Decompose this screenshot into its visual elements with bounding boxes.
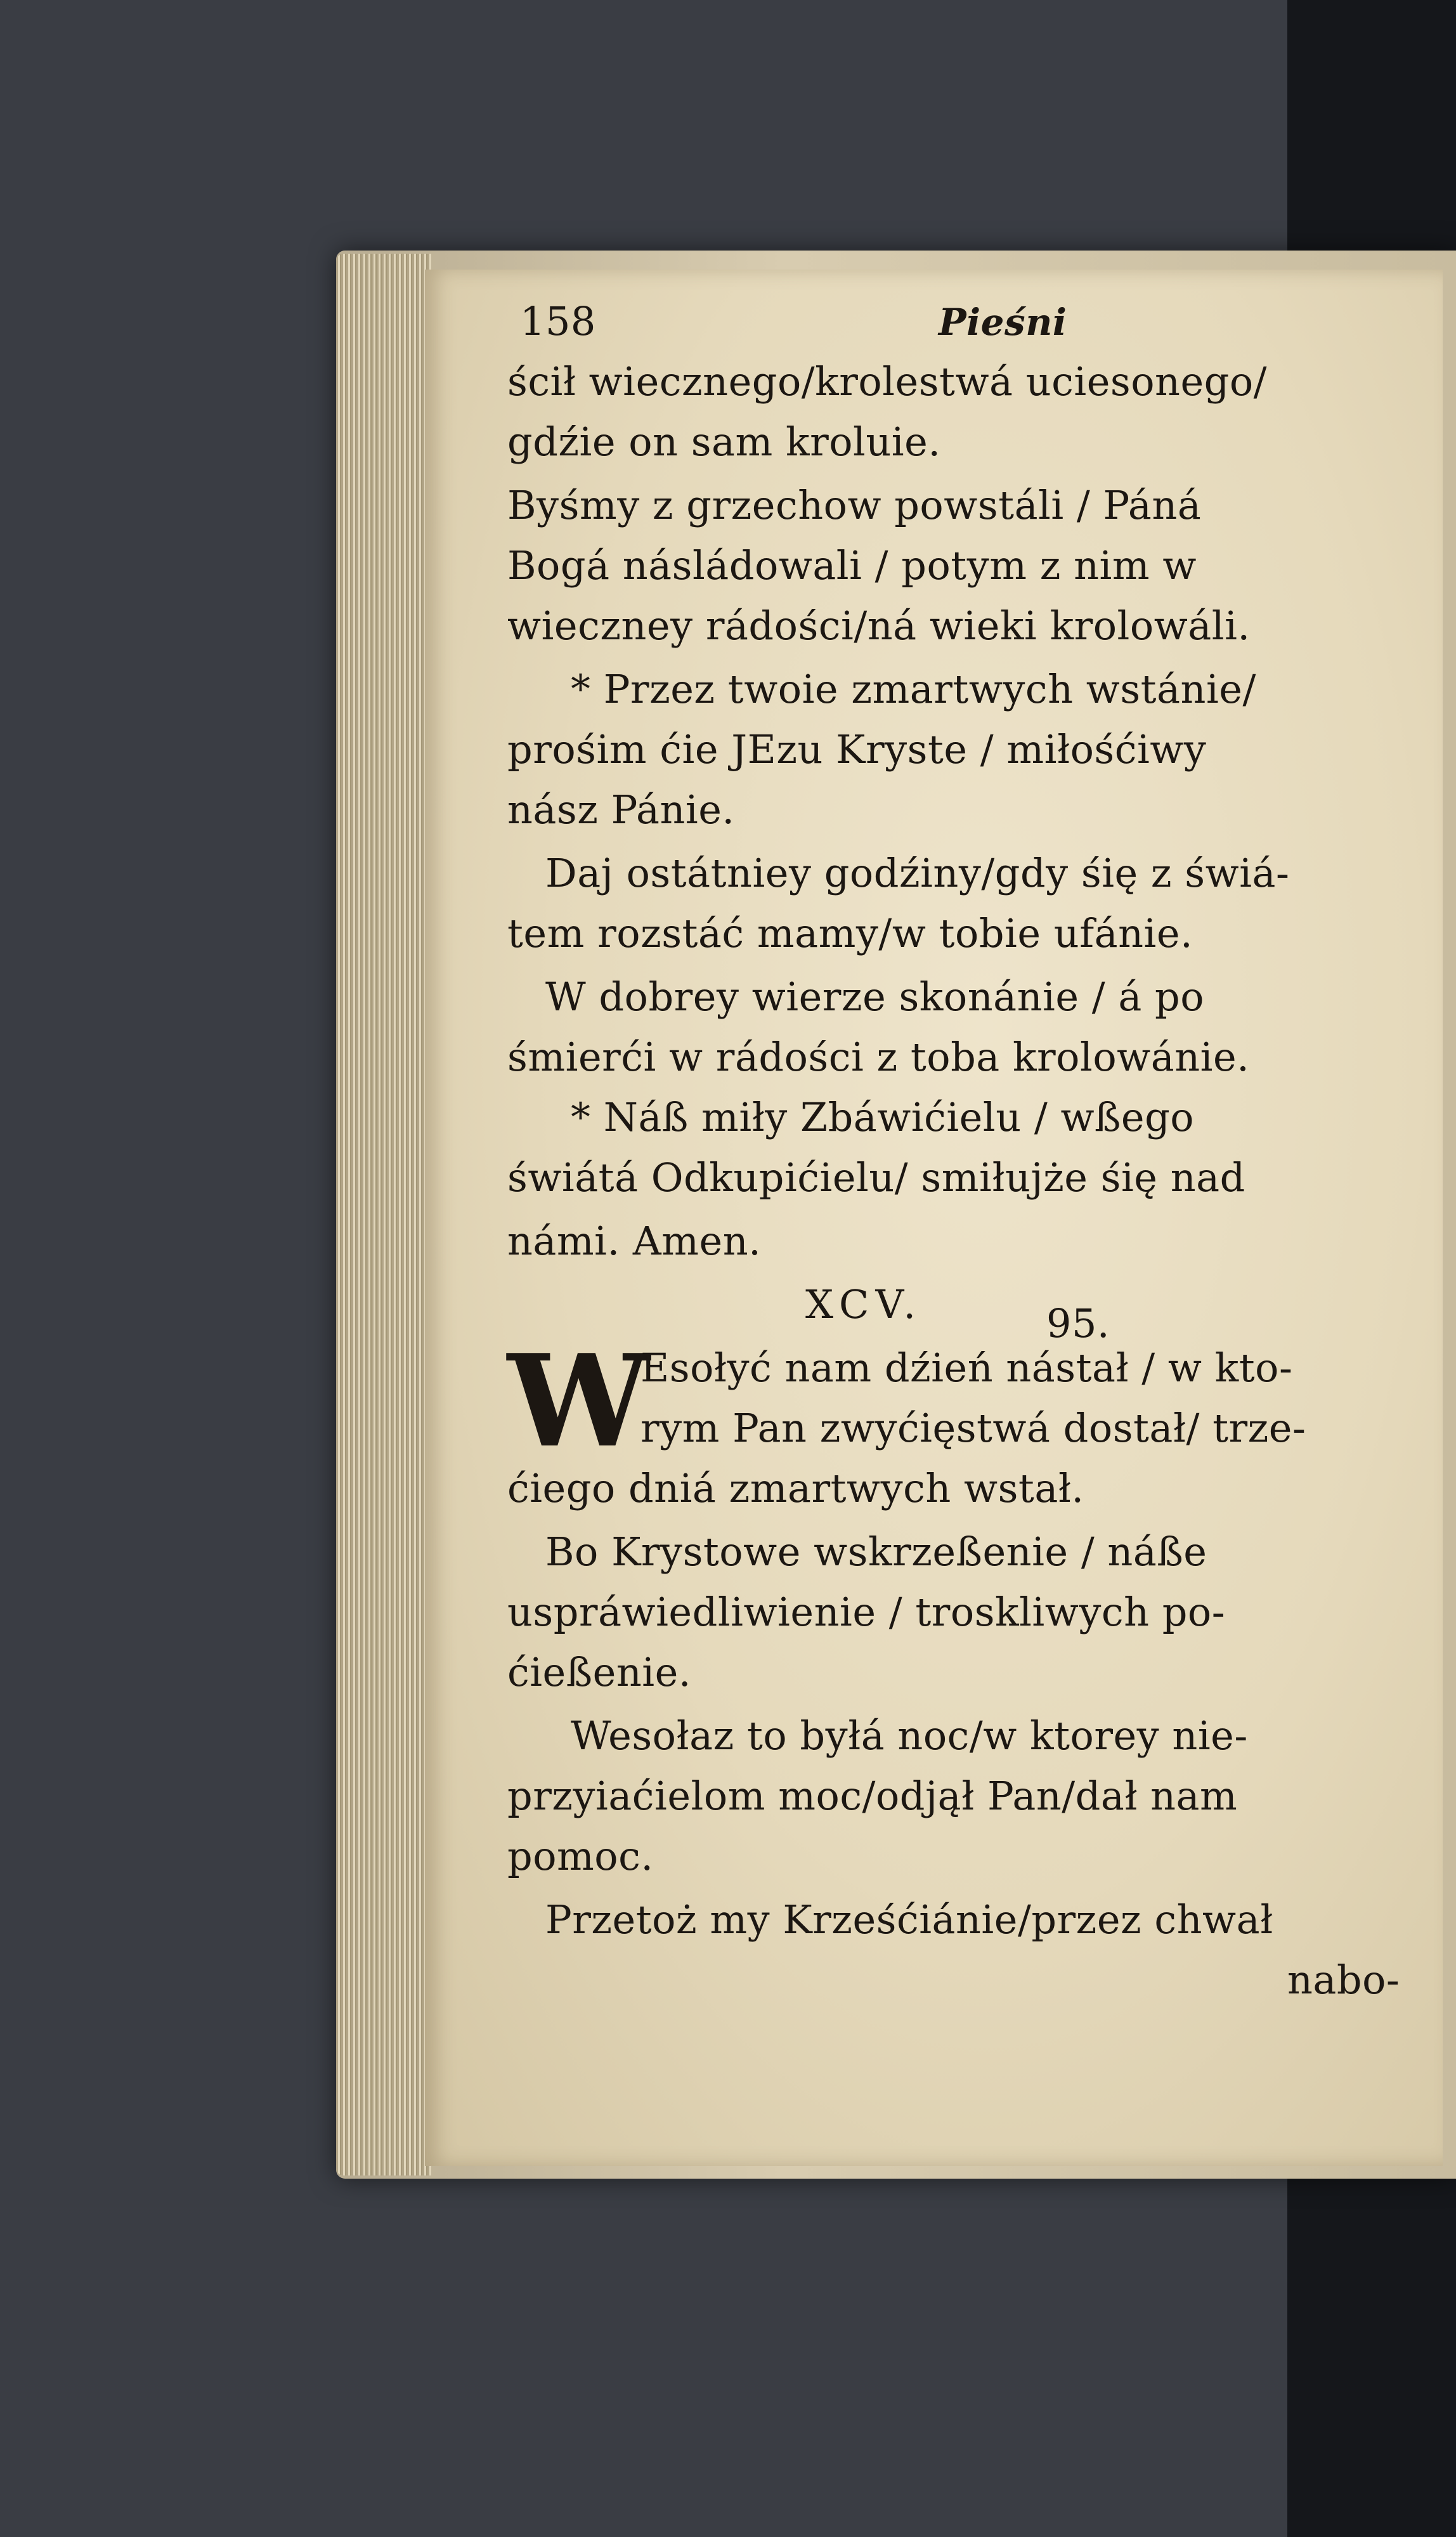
text-line: pomoc.	[507, 1833, 654, 1879]
text-line: świátá Odkupićielu/ smiłujże śię nad	[507, 1154, 1245, 1201]
text-line: Daj ostátniey godźiny/gdy śię z świá-	[545, 850, 1290, 896]
text-line: Przetoż my Krześćiánie/przez chwał	[545, 1896, 1273, 1943]
text-line: * Przez twoie zmartwych wstánie/	[571, 666, 1256, 712]
text-line: W dobrey wierze skonánie / á po	[545, 974, 1205, 1020]
text-line: Bo Krystowe wskrzeßenie / náße	[545, 1529, 1207, 1575]
text-line: gdźie on sam kroluie.	[507, 419, 941, 465]
text-line: tem rozstáć mamy/w tobie ufánie.	[507, 910, 1193, 956]
text-line: Esołyć nam dźień nástał / w kto-	[640, 1345, 1293, 1391]
text-line: Wesołaz to byłá noc/w ktorey nie-	[571, 1712, 1248, 1759]
text-line: wieczney rádości/ná wieki krolowáli.	[507, 603, 1251, 649]
decorated-initial: W	[507, 1327, 650, 1476]
text-block	[507, 298, 1420, 2093]
text-line: śmierći w rádości z toba krolowánie.	[507, 1034, 1250, 1080]
running-title: Pieśni	[939, 301, 1067, 344]
text-line: uspráwiedliwienie / troskliwych po-	[507, 1589, 1226, 1635]
text-line: przyiaćielom moc/odjął Pan/dał nam	[507, 1773, 1238, 1819]
catchword: nabo-	[1287, 1957, 1400, 2003]
text-line: Bogá násládowali / potym z nim w	[507, 542, 1197, 589]
page-edges	[336, 254, 431, 2175]
text-line: Byśmy z grzechow powstáli / Páná	[507, 482, 1202, 528]
text-line: ćießenie.	[507, 1649, 692, 1695]
text-line: ścił wiecznego/krolestwá uciesonego/	[507, 358, 1268, 405]
text-line: rym Pan zwyćięstwá dostał/ trze-	[640, 1405, 1306, 1451]
text-line: * Náß miły Zbáwićielu / wßego	[571, 1094, 1195, 1140]
text-line: ćiego dniá zmartwych wstał.	[507, 1465, 1084, 1511]
text-line: nász Pánie.	[507, 786, 735, 833]
hymn-subnumber: 95.	[1046, 1300, 1110, 1347]
page-number: 158	[520, 298, 596, 344]
text-line: námi. Amen.	[507, 1218, 762, 1264]
text-line: prośim ćie JEzu Kryste / miłośćiwy	[507, 726, 1207, 773]
hymn-number: XCV.	[805, 1281, 923, 1327]
